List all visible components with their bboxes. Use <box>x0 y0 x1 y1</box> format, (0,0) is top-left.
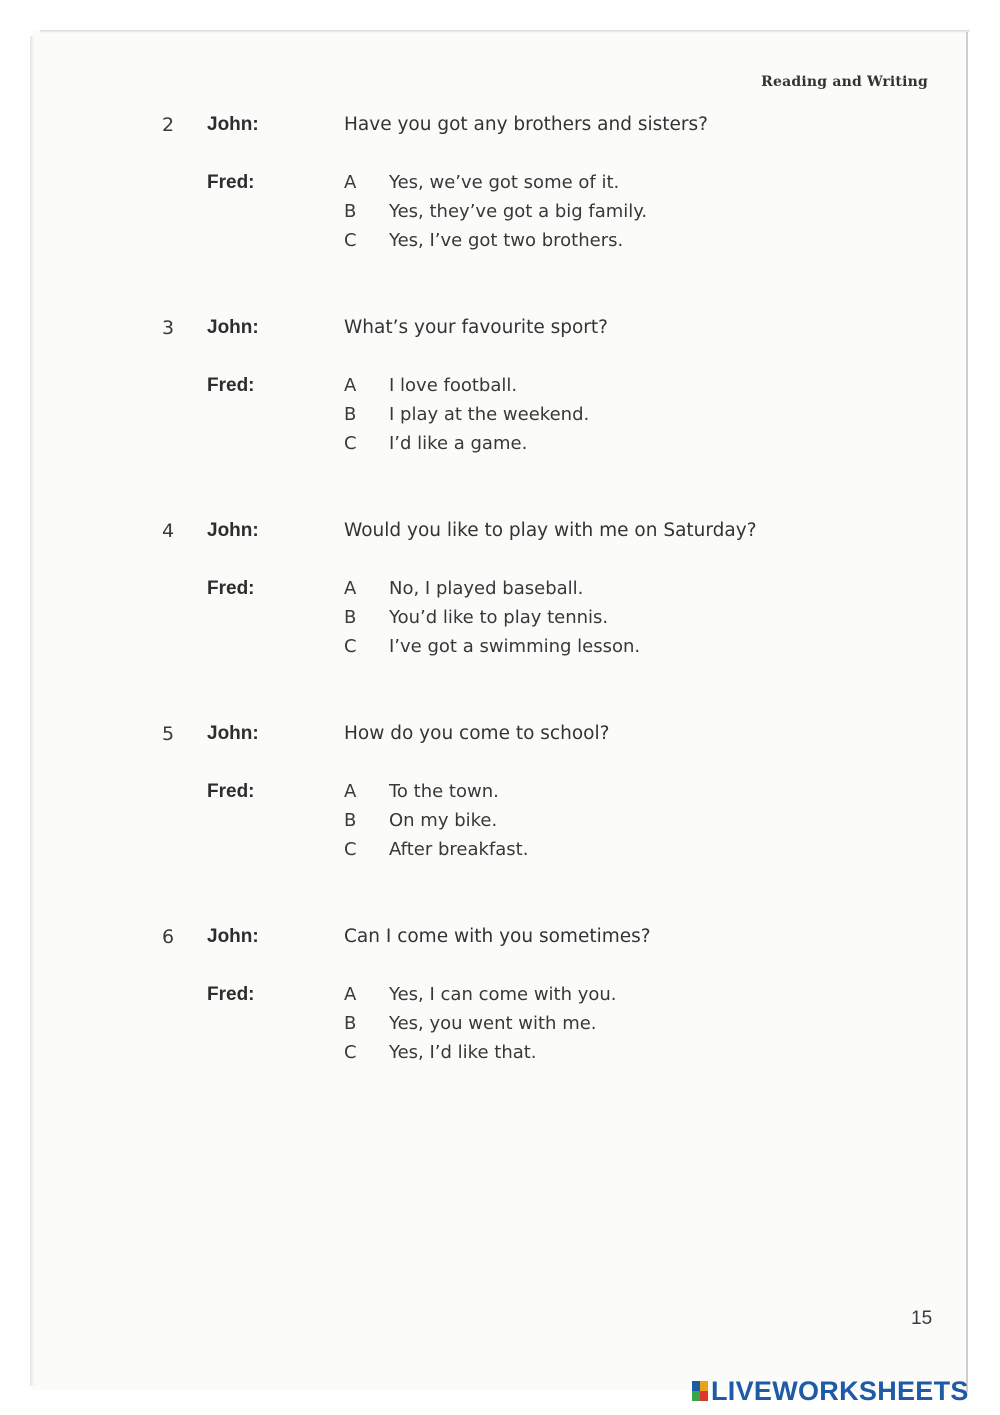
option-text: Yes, they’ve got a big family. <box>389 201 648 222</box>
speaker-fred: Fred: <box>207 578 255 599</box>
question-number: 3 <box>162 317 175 339</box>
option-letter: A <box>344 375 357 396</box>
option-text: No, I played baseball. <box>389 578 584 599</box>
page-number: 15 <box>911 1308 933 1329</box>
option-letter: A <box>344 578 357 599</box>
speaker-john: John: <box>207 114 259 135</box>
option-text: Yes, I’ve got two brothers. <box>389 230 624 251</box>
question-5 <box>0 723 1000 903</box>
speaker-fred: Fred: <box>207 984 255 1005</box>
page-shadow-top <box>40 30 970 33</box>
speaker-john: John: <box>207 723 259 744</box>
question-number: 5 <box>162 723 175 745</box>
option-text: Yes, we’ve got some of it. <box>389 172 620 193</box>
question-prompt: Would you like to play with me on Saturday? <box>344 520 757 541</box>
running-header: Reading and Writing <box>761 74 928 90</box>
option-text: Yes, I’d like that. <box>389 1042 537 1063</box>
logo-square-green <box>692 1391 700 1401</box>
option-letter: C <box>344 1042 357 1063</box>
speaker-john: John: <box>207 520 259 541</box>
option-letter: B <box>344 201 357 222</box>
option-letter: B <box>344 810 357 831</box>
option-text: Yes, you went with me. <box>389 1013 597 1034</box>
logo-square-blue <box>692 1381 700 1391</box>
option-text: After breakfast. <box>389 839 529 860</box>
option-text: To the town. <box>389 781 499 802</box>
liveworksheets-watermark <box>692 1378 992 1404</box>
option-text: On my bike. <box>389 810 498 831</box>
question-number: 4 <box>162 520 175 542</box>
watermark-text: LIVEWORKSHEETS <box>711 1376 969 1406</box>
option-letter: A <box>344 984 357 1005</box>
option-text: Yes, I can come with you. <box>389 984 617 1005</box>
option-letter: C <box>344 839 357 860</box>
option-letter: C <box>344 230 357 251</box>
option-text: I love football. <box>389 375 518 396</box>
speaker-fred: Fred: <box>207 375 255 396</box>
logo-square-red <box>700 1391 708 1401</box>
option-text: You’d like to play tennis. <box>389 607 609 628</box>
speaker-fred: Fred: <box>207 781 255 802</box>
question-3 <box>0 317 1000 497</box>
speaker-john: John: <box>207 317 259 338</box>
option-text: I’ve got a swimming lesson. <box>389 636 641 657</box>
question-number: 6 <box>162 926 175 948</box>
question-prompt: What’s your favourite sport? <box>344 317 608 338</box>
option-letter: A <box>344 172 357 193</box>
speaker-john: John: <box>207 926 259 947</box>
question-6 <box>0 926 1000 1106</box>
option-letter: C <box>344 433 357 454</box>
option-letter: C <box>344 636 357 657</box>
logo-square-orange <box>700 1381 708 1391</box>
speaker-fred: Fred: <box>207 172 255 193</box>
liveworksheets-logo-icon <box>692 1381 708 1401</box>
option-letter: B <box>344 607 357 628</box>
question-4 <box>0 520 1000 700</box>
option-letter: B <box>344 1013 357 1034</box>
question-prompt: How do you come to school? <box>344 723 610 744</box>
question-2 <box>0 114 1000 294</box>
question-number: 2 <box>162 114 175 136</box>
option-text: I play at the weekend. <box>389 404 590 425</box>
question-prompt: Have you got any brothers and sisters? <box>344 114 708 135</box>
option-text: I’d like a game. <box>389 433 528 454</box>
question-prompt: Can I come with you sometimes? <box>344 926 651 947</box>
option-letter: A <box>344 781 357 802</box>
option-letter: B <box>344 404 357 425</box>
